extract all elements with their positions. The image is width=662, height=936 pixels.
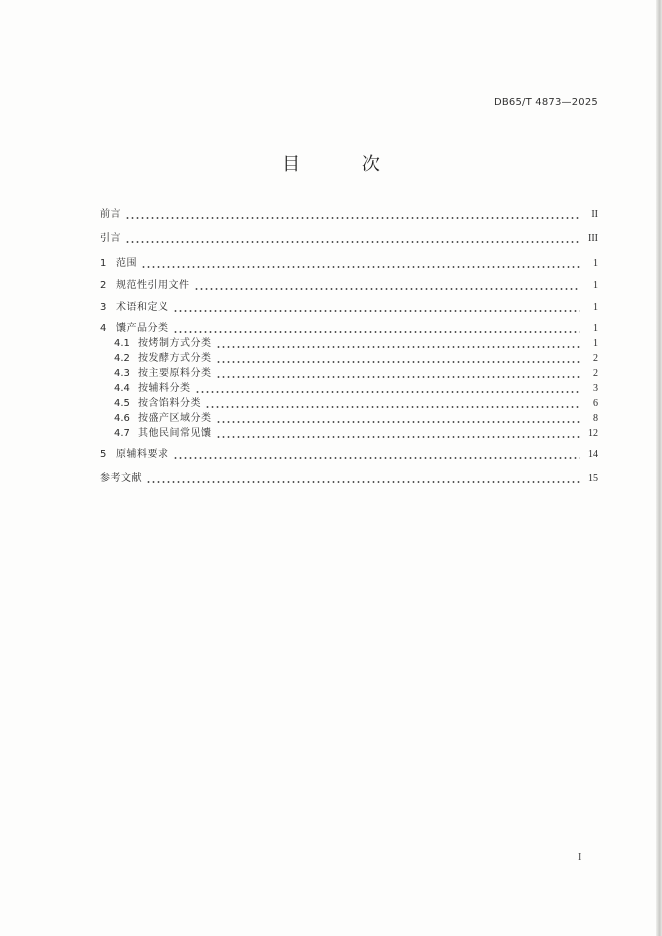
- toc-entry-label: 按发酵方式分类: [138, 353, 212, 364]
- toc-entry-number: 4.3: [114, 368, 130, 379]
- toc-entry-number: 4.7: [114, 428, 130, 439]
- standard-code: DB65/T 4873—2025: [493, 97, 598, 108]
- toc-entry[interactable]: [100, 232, 598, 246]
- toc-entry[interactable]: [100, 257, 598, 271]
- toc-entry[interactable]: [100, 448, 598, 462]
- toc-leader: [216, 352, 581, 366]
- toc-entry[interactable]: [100, 279, 598, 293]
- toc-entry[interactable]: [100, 322, 598, 336]
- toc-leader: [125, 208, 580, 222]
- toc-entry-page: 12: [588, 428, 598, 439]
- toc-entry-page: III: [588, 233, 598, 244]
- toc-entry-number: 4: [100, 323, 107, 334]
- toc-entry[interactable]: [100, 472, 598, 486]
- toc-leader: [195, 382, 581, 396]
- toc-entry-number: 4.4: [114, 383, 130, 394]
- toc-subentry[interactable]: [114, 337, 598, 351]
- toc-leader: [141, 257, 580, 271]
- toc-leader: [205, 397, 580, 411]
- toc-subentry[interactable]: [114, 397, 598, 411]
- toc-entry-page: 1: [593, 302, 598, 313]
- toc-entry-page: 8: [593, 413, 598, 424]
- toc-leader: [216, 367, 581, 381]
- toc-leader: [173, 448, 581, 462]
- toc-subentry[interactable]: [114, 412, 598, 426]
- toc-leader: [216, 412, 581, 426]
- toc-entry-number: 5: [100, 449, 107, 460]
- toc-subentry[interactable]: [114, 352, 598, 366]
- toc-entry-label: 按辅料分类: [138, 383, 191, 394]
- page-number: I: [578, 852, 582, 863]
- toc-leader: [173, 301, 581, 315]
- toc-leader: [146, 472, 580, 486]
- toc-entry-label: 范围: [116, 258, 137, 269]
- toc-leader: [173, 322, 581, 336]
- toc-subentry[interactable]: [114, 367, 598, 381]
- toc-entry-label: 按盛产区域分类: [138, 413, 212, 424]
- toc-leader: [216, 337, 581, 351]
- toc-entry[interactable]: [100, 301, 598, 315]
- toc-leader: [194, 279, 581, 293]
- toc-entry-page: 1: [593, 338, 598, 349]
- toc-entry-number: 1: [100, 258, 107, 269]
- toc-entry-page: 14: [588, 449, 598, 460]
- toc-entry-number: 4.2: [114, 353, 130, 364]
- page-title: 目 次: [282, 154, 408, 175]
- toc-leader: [216, 427, 581, 441]
- toc-entry-page: 2: [593, 368, 598, 379]
- scan-edge: [656, 0, 662, 936]
- toc-entry-label: 前言: [100, 209, 121, 220]
- toc-entry-page: II: [591, 209, 598, 220]
- toc-entry-label: 其他民间常见馕: [138, 428, 212, 439]
- toc-entry-number: 2: [100, 280, 107, 291]
- toc-entry-number: 3: [100, 302, 107, 313]
- toc-entry-label: 按含馅料分类: [138, 398, 201, 409]
- toc-entry-page: 1: [593, 258, 598, 269]
- toc-entry[interactable]: [100, 208, 598, 222]
- toc-entry-label: 按烤制方式分类: [138, 338, 212, 349]
- toc-entry-label: 按主要原料分类: [138, 368, 212, 379]
- toc-entry-label: 术语和定义: [116, 302, 169, 313]
- toc-subentry[interactable]: [114, 427, 598, 441]
- toc-entry-page: 1: [593, 323, 598, 334]
- toc-entry-label: 馕产品分类: [116, 323, 169, 334]
- toc-entry-number: 4.6: [114, 413, 130, 424]
- toc-entry-label: 原辅料要求: [116, 449, 169, 460]
- toc-entry-number: 4.5: [114, 398, 130, 409]
- toc-entry-page: 3: [593, 383, 598, 394]
- toc-entry-label: 参考文献: [100, 473, 142, 484]
- toc-entry-label: 规范性引用文件: [116, 280, 190, 291]
- toc-entry-page: 15: [588, 473, 598, 484]
- toc-leader: [125, 232, 580, 246]
- toc-entry-page: 2: [593, 353, 598, 364]
- toc-entry-page: 1: [593, 280, 598, 291]
- toc-entry-number: 4.1: [114, 338, 130, 349]
- toc-subentry[interactable]: [114, 382, 598, 396]
- toc-entry-label: 引言: [100, 233, 121, 244]
- toc-entry-page: 6: [593, 398, 598, 409]
